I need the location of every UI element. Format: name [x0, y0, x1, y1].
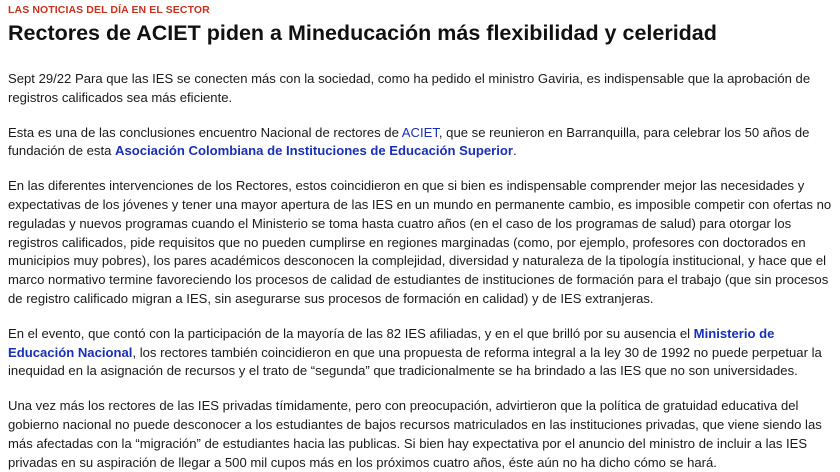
article-title: Rectores de ACIET piden a Mineducación más flexibilidad y celeridad [8, 21, 717, 45]
aciet-link[interactable]: ACIET [401, 124, 439, 140]
section-kicker[interactable]: LAS NOTICIAS DEL DÍA EN EL SECTOR [8, 4, 210, 16]
paragraph-2-text-c: . [513, 143, 517, 159]
paragraph-1: Sept 29/22 Para que las IES se conecten más con la sociedad, como ha pedido el ministro Gaviria, es indispensable que la aprobación de registros calificados sea más eficiente. [8, 71, 811, 105]
ministerio-link[interactable]: Ministerio de Educación Nacional [8, 325, 775, 360]
paragraph-2-text-b: , que se reunieron en Barranquilla, para celebrar los 50 años de fundación de esta [8, 124, 810, 159]
paragraph-3: En las diferentes intervenciones de los Rectores, estos coincidieron en que si bien es indispensable comprender mejor las necesidades y expectativas de los jóvenes y tener una mayor apertura de las IES en un mundo en permanente cambio, es imposible competir con ofertas no reguladas y nuevos programas cuando el Ministerio se toma hasta cuatro años (en el caso de los programas de salud) para otorgar los registros calificados, pide requisitos que no pueden cumplirse en regiones marginadas (como, por ejemplo, profesores con doctorados en municipios muy pobres), los pares académicos desconocen la complejidad, diversidad y naturaleza de la tipología institucional, y hace que el marco normativo termine favoreciendo los procesos de calidad de estudiantes de instituciones de formación para el trabajo (que sin procesos de registro calificado migran a IES, sin asegurarse sus procesos de formación en calidad) y de IES extranjeras. [8, 178, 832, 306]
paragraph-5: Una vez más los rectores de las IES privadas tímidamente, pero con preocupación, advirtieron que la política de gratuidad educativa del gobierno nacional no puede desconocer a los estudiantes de bajos recursos matriculados en las instituciones privadas, que viene siendo las más afectadas con la “migración” de estudiantes hacia las publicas. Si bien hay expectativa por el anuncio del ministro de incluir a las IES privadas en su aspiración de llegar a 500 mil cupos más en los próximos cuatro años, éste aún no ha dicho cómo se hará. [8, 398, 822, 470]
paragraph-4 [8, 325, 832, 381]
paragraph-4-text-a: En el evento, que contó con la participación de la mayoría de las 82 IES afiliadas, y en el que brilló por su ausencia el [8, 325, 694, 341]
asociacion-link[interactable]: Asociación Colombiana de Instituciones de Educación Superior [115, 143, 513, 159]
paragraph-2 [8, 124, 832, 162]
paragraph-4-text-b: , los rectores también coincidieron en que una propuesta de reforma integral a la ley 30 de 1992 no puede perpetuar la inequidad en la asignación de recursos y el trato de “segunda” que tradicionalmente se ha brindado a las IES que no son universidades. [8, 344, 822, 379]
paragraph-2-text-a: Esta es una de las conclusiones encuentro Nacional de rectores de [8, 124, 402, 140]
